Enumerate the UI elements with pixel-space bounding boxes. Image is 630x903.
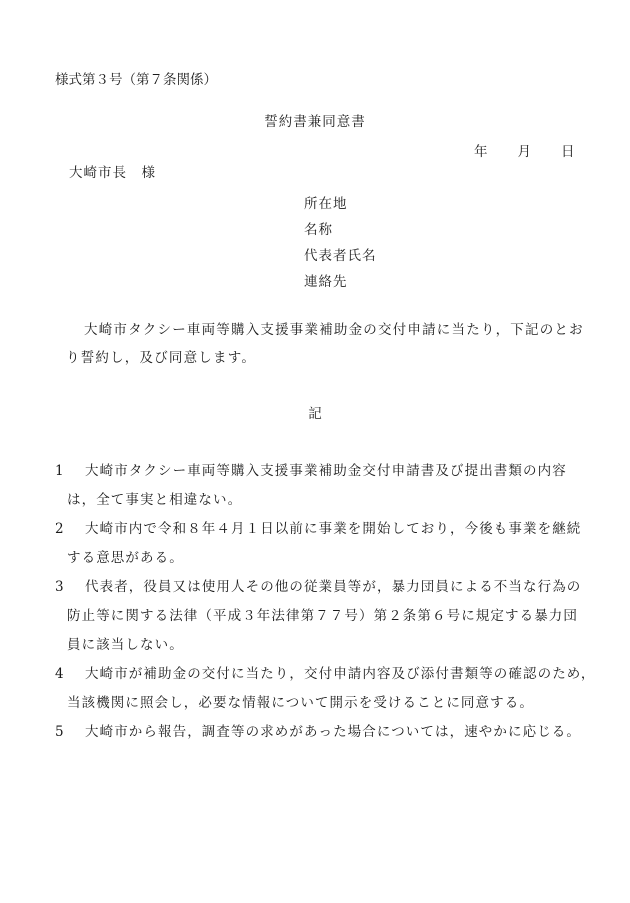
applicant-field-name: 名称	[304, 222, 333, 238]
item-text: 防止等に関する法律（平成３年法律第７７号）第２条第６号に規定する暴力団	[67, 608, 578, 624]
item-5-line	[55, 718, 595, 747]
item-text: 当該機関に照会し，必要な情報について開示を受けることに同意する。	[67, 695, 534, 711]
date-month-label: 月	[517, 144, 531, 160]
item-number: 2	[55, 521, 65, 537]
applicant-field-address: 所在地	[304, 196, 348, 212]
date-year-label: 年	[474, 144, 488, 160]
pledge-items	[55, 457, 595, 747]
intro-line: 大崎市タクシー車両等購入支援事業補助金の交付申請に当たり，下記のとお	[84, 322, 584, 338]
item-text: 大崎市内で令和８年４月１日以前に事業を開始しており，今後も事業を継続	[85, 521, 582, 537]
applicant-field-contact: 連絡先	[304, 274, 348, 290]
item-4-line	[55, 660, 595, 689]
item-text: 大崎市が補助金の交付に当たり，交付申請内容及び添付書類等の確認のため，	[85, 666, 596, 682]
intro-paragraph	[66, 316, 586, 372]
date-line	[474, 140, 575, 160]
item-text: 大崎市タクシー車両等購入支援事業補助金交付申請書及び提出書類の内容	[85, 463, 567, 479]
item-2-line	[55, 515, 595, 544]
item-number: 3	[55, 579, 65, 595]
applicant-field-representative: 代表者氏名	[304, 248, 377, 264]
item-number: 4	[55, 666, 65, 682]
item-number: 1	[55, 463, 65, 479]
item-text: 大崎市から報告，調査等の求めがあった場合については，速やかに応じる。	[85, 724, 581, 740]
item-text: する意思がある。	[67, 550, 184, 566]
form-number-label: 様式第３号（第７条関係）	[55, 72, 217, 88]
item-1-line	[55, 486, 595, 515]
applicant-fields	[304, 191, 377, 295]
date-day-label: 日	[561, 144, 575, 160]
item-number: 5	[55, 724, 65, 740]
item-3-line	[55, 602, 595, 631]
item-4-line	[55, 689, 595, 718]
ki-heading: 記	[308, 406, 322, 422]
intro-line: り誓約し，及び同意します。	[66, 350, 257, 366]
item-1-line	[55, 457, 595, 486]
item-2-line	[55, 544, 595, 573]
addressee: 大崎市長 様	[69, 165, 156, 181]
item-text: 代表者，役員又は使用人その他の従業員等が，暴力団員による不当な行為の	[85, 579, 582, 595]
item-text: は，全て事実と相違ない。	[67, 492, 243, 508]
item-text: 員に該当しない。	[67, 637, 184, 653]
document-title: 誓約書兼同意書	[264, 114, 366, 130]
item-3-line	[55, 573, 595, 602]
item-3-line	[55, 631, 595, 660]
